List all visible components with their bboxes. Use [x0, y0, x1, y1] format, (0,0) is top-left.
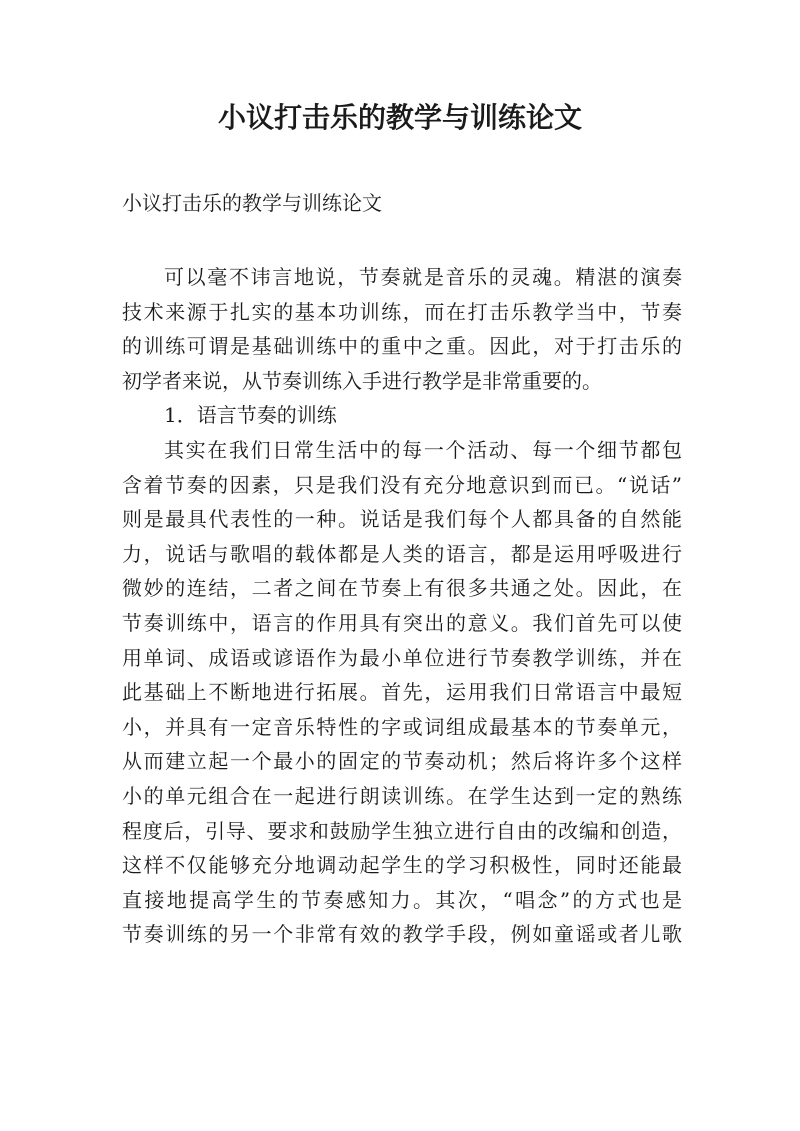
page-title: 小议打击乐的教学与训练论文 — [217, 101, 582, 134]
paragraph-line: 从而建立起一个最小的固定的节奏动机；然后将许多个这样 — [122, 749, 682, 774]
document-subtitle: 小议打击乐的教学与训练论文 — [122, 191, 382, 215]
paragraph-line: 小的单元组合在一起进行朗读训练。在学生达到一定的熟练 — [122, 783, 682, 808]
paragraph-line: 技术来源于扎实的基本功训练，而在打击乐教学当中，节奏 — [122, 299, 682, 324]
paragraph-line: 则是最具代表性的一种。说话是我们每个人都具备的自然能 — [122, 507, 682, 532]
paragraph-line: 微妙的连结，二者之间在节奏上有很多共通之处。因此，在 — [122, 576, 682, 601]
paragraph-line: 小，并具有一定音乐特性的字或词组成最基本的节奏单元， — [122, 714, 682, 739]
body-text — [122, 260, 682, 952]
paragraph-line: 节奏训练中，语言的作用具有突出的意义。我们首先可以使 — [122, 610, 682, 635]
paragraph-line: 可以毫不讳言地说，节奏就是音乐的灵魂。精湛的演奏 — [164, 265, 682, 289]
paragraph-line: 这样不仅能够充分地调动起学生的学习积极性，同时还能最 — [122, 853, 682, 878]
paragraph-line: 用单词、成语或谚语作为最小单位进行节奏教学训练，并在 — [122, 645, 682, 670]
paragraph-line: 的训练可谓是基础训练中的重中之重。因此，对于打击乐的 — [122, 334, 682, 359]
section-heading: 1．语言节奏的训练 — [164, 403, 337, 428]
paragraph-line: 程度后，引导、要求和鼓励学生独立进行自由的改编和创造， — [122, 818, 682, 843]
paragraph-line: 其实在我们日常生活中的每一个活动、每一个细节都包 — [164, 437, 682, 462]
paragraph-line: 直接地提高学生的节奏感知力。其次，“唱念”的方式也是 — [122, 887, 682, 912]
paragraph-line: 力，说话与歌唱的载体都是人类的语言，都是运用呼吸进行 — [122, 541, 682, 566]
paragraph-line: 此基础上不断地进行拓展。首先，运用我们日常语言中最短 — [122, 680, 682, 705]
paragraph-line: 节奏训练的另一个非常有效的教学手段，例如童谣或者儿歌 — [122, 922, 682, 947]
paragraph-line: 含着节奏的因素，只是我们没有充分地意识到而已。“说话” — [122, 472, 682, 497]
paragraph-line: 初学者来说，从节奏训练入手进行教学是非常重要的。 — [122, 368, 602, 393]
